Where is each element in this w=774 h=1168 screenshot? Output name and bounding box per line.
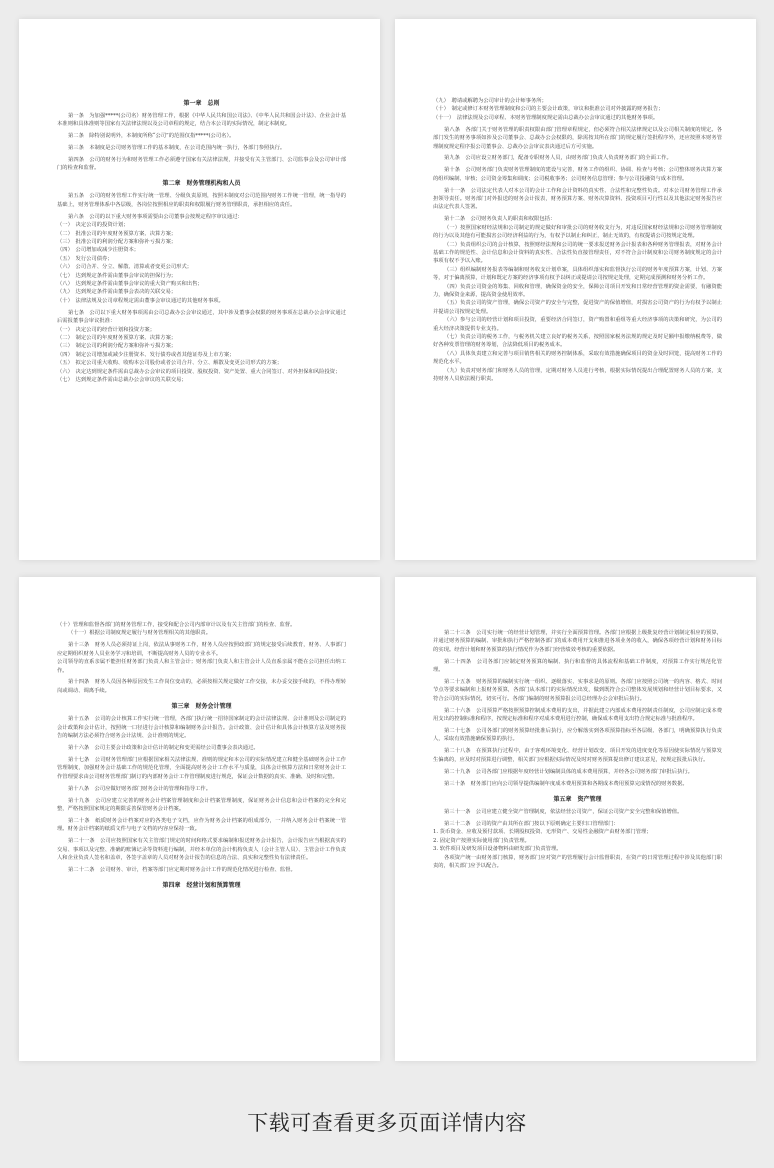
article-17: 第十七条 公司财务管理部门应根据国家相关法律法规、准则的规定和本公司的实际情况建立和健全基础财务会计工作管理制度，加强财务会计基础工作的规范化管理，全面提高财务会计工作水平与质量，具体会计核算方法和日常财务会计工作管理要求由公司财务管理部门制订的内部财务会计工作管理制度进行规范，保证会计数据的真实、准确、及时和完整。 xyxy=(57,756,346,780)
article-19: 第十九条 公司应建立完善的财务会计档案管理制度和会计档案管理制度，保证财务会计信息和会计档案的完全和完整，严格按照国家规定的期限妥善保管财务会计档案。 xyxy=(57,797,346,812)
list-item: （十一）根据公司制度规定履行与财务管理相关的其他职责。 xyxy=(68,630,212,637)
article-3: 第三条 本制度是公司财务管理工作的基本制度，在公司范围内统一执行，各部门参照执行。 xyxy=(68,144,286,151)
list-item: （五） 拟定公司重大收购、收购本公司股份或者公司合并、分立、解散及变更公司形式的方案； xyxy=(57,360,283,367)
list-item: （五）负责公司的资产管理，确保公司资产的安全与完整，促进资产的保值增值，对损害公司资产的行为有权予以制止并提请公司按规定处理。 xyxy=(433,300,722,315)
article-2: 第二条 除特别说明外，本制度所称“公司”的范围仅指*****(公司名）。 xyxy=(68,132,235,139)
document-page-2 xyxy=(395,19,756,560)
chapter-3-title: 第三章 财务会计管理 xyxy=(171,703,232,711)
list-item: 2. 固定资产按照实际使用部门负责管理。 xyxy=(433,837,530,844)
article-1: 第一条 为加强*****(公司名）财务管理工作，根据《中华人民共和国公司法》、《中华人民共和国会计法》、企业会计基本准则和具体准则等国家有关法律法规以及公司章程的规定，结合本公司的实际情况，制定本制度。 xyxy=(57,112,346,127)
paragraph: 公司领导的直系亲属不能担任财务部门负责人和主管会计；财务部门负责人和主管会计人员直系亲属不能在公司担任出纳工作。 xyxy=(57,659,346,674)
list-item: （十） 制定或修订本财务管理制度和公司的主要会计政策，审议和批准公司对外披露的财务报告； xyxy=(433,106,664,113)
article-18: 第十八条 公司应做好财务部门财务会计的管理和指导工作。 xyxy=(68,785,212,792)
list-item: （三）组织编制财务报表等编制和财务收支计划草案，具体组织落实和监督执行公司的财务年度预算方案，计划、方案等，对于偏离预算，计划和既定方案的经济事项有权予以纠正或提请公司按规定处理，定期完成预测和财务分析工作。 xyxy=(433,266,722,282)
list-item: （二） 制定公司的年度财务预算方案、决算方案； xyxy=(57,334,177,341)
list-item: （二）负责组织公司的会计核算，按照财经法规和公司的统一要求报送财务会计报表和各种财务管理报表，对财务会计基础工作的规范性、会计信息和会计资料的真实性、合法性负直接管理责任，对不符合会计制度和公司财务制度规定的会计事项有权不予以入账。 xyxy=(433,241,722,265)
article-15: 第十五条 公司的会计核算工作实行统一管理，各部门执行统一招待国家制定的会计法律法规、会计准则及公司制定的会计政策和会计估计，按照统一口径进行会计核算和编制财务会计报告。会计政策、会计估计和具体会计核算方法及财务报告的编制方法必须符合财务会计法规、会计准则的规定。 xyxy=(57,716,346,740)
chapter-1-title: 第一章 总则 xyxy=(183,100,220,107)
list-item: （六） 公司合并、分立、解散、清算或者变更公司形式； xyxy=(57,264,193,271)
list-item: （六）参与公司的经营计划和项目投资，重要经济合同签订，资产购置和重组等重大经济事项的决策和研究，为公司的重大经济决策提供专业支持。 xyxy=(433,317,722,332)
article-16: 第十六条 公司主要会计政策和会计估计的制定和变更需经公司董事会表决通过。 xyxy=(68,744,259,751)
article-26: 第二十六条 公司预算严格按照预算控制成本费用的支出，并据此建立内部成本费用控制责任制度，公司应制定成本费用支出的控制标准和程序，按规定标准和程序对成本费用进行控制，确保成本费用支出符合规定标准与批准程序。 xyxy=(433,707,722,723)
list-item: （一） 决定公司的经营计划和投资方案； xyxy=(57,326,155,333)
chapter-2-title: 第二章 财务管理机构和人员 xyxy=(162,180,241,188)
list-item: （四） 制定公司增加或减少注册资本、发行债券或者其他证券及上市方案； xyxy=(57,351,235,358)
article-21: 第二十一条 公司应按照国家有关主管部门规定的时间和格式要求编制和报送财务会计报告，会计报告应当根据真实的交易、事项以及完整、准确的账簿记录等资料进行编制，并经本单位的会计机构负责人（会计主管人员）、主管会计工作负责人和企业负责人签名和盖章，各签字盖章的人员对财务会计报告的信息的合法、真实和完整性负有法律责任。 xyxy=(57,838,346,861)
list-item: （一）按照国家财经法规和公司制定的规定做好和审批公司的财务收支行为，对违反国家财经法规和公司财务管理制度的行为以及其他有可能损害公司经济利益的行为，有权予以制止和纠正，制止无效的，有权提请公司按规定处理。 xyxy=(433,224,722,240)
article-22: 第二十二条 公司财务、审计，档案等部门应定期对财务会计工作的规范化情况进行检查、监督。 xyxy=(68,866,296,873)
list-item: （九） 达到规定条件需由董事会表决的关联交易； xyxy=(57,289,177,296)
list-item: （六） 决定达到规定条件需由总裁办公会审议的项目投资、股权投资、资产处置、重大合同签订、对外担保和风险投资； xyxy=(57,368,341,375)
article-10: 第十条 公司财务部门负责财务管理制度的建设与完善，财务工作的组织、协调、检查与考核；公司整体财务决算方案的组织编制、审核；公司资金筹集和调度；公司税收事务；公司财务信息管理；参与公司投融资与成本管理。 xyxy=(433,167,722,182)
article-13: 第十三条 财务人员必须持证上岗，依法从事财务工作，财务人员应按照政部门的规定接受后续教育，财务、人事部门应定期组织财务人员业务学习和培训，不断提高财务人员的专业水平。 xyxy=(57,642,346,657)
list-item: （八） 达到规定条件需由董事会审议的重大资产购买和出售； xyxy=(57,281,203,287)
list-item: （十）管理和监督各部门的财务管理工作，接受和配合公司内部审计以及有关主管部门的检查、监督。 xyxy=(57,622,296,628)
list-item: （十一） 法律法规及公司章程、本财务管理制度规定需由总裁办公会审议通过的其他财务事项。 xyxy=(433,114,659,121)
download-more-caption: 下载可查看更多页面详情内容 xyxy=(247,1111,527,1135)
document-page-3 xyxy=(19,577,380,1061)
article-4: 第四条 公司的财务行为和财务管理工作必须遵守国家有关法律法规，并接受有关主管部门、公司监事会及公司审计部门的检查和监督。 xyxy=(57,156,346,172)
list-item: （七）负责公司的税务工作，与税务机关建立良好的税务关系，按照国家税务法规的规定及时足额申报缴纳税费等，做好各种发票管理的财务筹划，合法降低项目的税务成本。 xyxy=(433,334,722,349)
list-item: （四） 公司增加或减少注册资本； xyxy=(57,247,140,254)
list-item: （三） 批准公司的利润分配方案和弥补亏损方案； xyxy=(57,238,177,245)
list-item: （一） 决定公司的投资计划； xyxy=(57,222,129,229)
list-item: 3. 软件项目及研发项目设备物料由研发部门负责管理。 xyxy=(433,846,562,853)
list-item: （十） 法律法规及公司章程规定需由董事会审议通过的其他财务事项。 xyxy=(57,297,224,304)
paragraph: 各项资产统一由财务部门核算，财务部门应对资产的管理履行会计监督职责，在资产的日常管理过程中涉及其他部门职责的，相关部门应予以配合。 xyxy=(433,854,722,869)
article-31: 第三十一条 公司应建立健全资产管理制度，依法经营公司资产，保证公司资产安全完整和保值增值。 xyxy=(444,809,683,815)
document-page-1 xyxy=(19,19,380,560)
document-page-4 xyxy=(395,577,756,1061)
article-30: 第三十条 财务部门应向公司领导提供编制年度成本费用预算和各期成本费用预算完成情况的财务数据。 xyxy=(444,780,688,787)
article-25: 第二十五条 财务预算的编制实行统一组织、逐级落实、实事求是的原则。各部门应按照公司统一的内容、格式、时间节点等要求编制和上报财务预算，各部门从本部门的实际情况出发，做到既符合公司整体发展规划和经营计划目标要求，又符合公司的实际情况，切实可行。各部门编制的财务预算报公司总经理办公会审批后执行。 xyxy=(433,679,722,702)
article-8: 第八条 各部门关于财务管理的职责权限由部门管理章程规定，但必须符合相关法律规定以及公司相关制度的规定。各部门发生的财务事项如涉及公司董事会、总裁办公会权限的，除需按其所在部门的规定履行签批程序外，还应按照本财务管理制度规定程序报公司董事会、总裁办公会审议表决通过后方可实施。 xyxy=(433,126,722,150)
list-item: （九）负责对财务部门和财务人员的管理，定期对财务人员进行考核，根据实际情况提出合理配置财务人员的方案，支持财务人员依法履行职责。 xyxy=(433,367,722,383)
list-item: （七） 达到规定条件需由董事会审议的担保行为； xyxy=(57,272,177,279)
list-item: （八）具体负责建立和完善与项目销售相关的财务控制体系，采取有效措施确保项目的资金及时回笼，提高财务工作的规范化水平。 xyxy=(433,350,722,366)
list-item: （四）负责公司资金的筹集、回收和管理，确保资金的安全，保障公司项目开发和日常经营管理的资金需要，有融资能力，确保资金来源，提高资金使用效率。 xyxy=(433,283,722,299)
list-item: 1. 货币资金、应收及预付款项、长期股权投资、无形资产、交易性金融资产由财务部门管理； xyxy=(433,829,652,836)
article-11: 第十一条 公司法定代表人对本公司的会计工作和会计资料的真实性、合法性和完整性负责。对本公司财务管理工作承担领导责任。财务部门对外报送的财务会计报表，财务预算方案、财务决算资料、投资项目可行性以及其他法定财务报告应由法定代表人签署。 xyxy=(433,187,722,211)
list-item: （二） 批准公司的年度财务预算方案、决算方案； xyxy=(57,230,177,237)
list-item: （五） 发行公司债券； xyxy=(57,255,113,262)
chapter-5-title: 第五章 资产管理 xyxy=(553,796,602,803)
article-5: 第五条 公司的财务管理工作实行统一管理、分级负责原则，按照本制度对公司范围内财务工作统一管理，统一指导的基础上，财务管理体系中各层级，各岗位按照相应的职责和权限履行财务管理职责，承担相应的责任。 xyxy=(57,193,346,208)
article-14: 第十四条 财务人员因各种原因发生工作岗位变动的，必须按相关规定做好工作交接，未办妥交接手续的，不得办理转岗或调动、调离手续。 xyxy=(57,679,346,694)
article-24: 第二十四条 公司各部门应制定财务预算的编制、执行和监督的具体流程和基础工作制度，对预算工作实行规范化管理。 xyxy=(433,658,722,674)
article-27: 第二十七条 公司各部门的财务预算经批准后执行，应分解落实到各项预算指标至各层级、各部门，明确预算执行负责人，采取有效措施确保预算的执行。 xyxy=(433,728,722,743)
article-23: 第二十三条 公司实行统一的经营计划管理，并实行全面预算管理。各部门应根据上级批复经营计划制定相应的预算，并通过财务预算的编制、审批和执行严格控制各部门的成本费用开支和推进各项业务的收入，确保各项经营计划和财务目标的实现。经营计划和财务预算的执行情况作为各部门经营绩效考核的重要依据。 xyxy=(433,630,722,653)
article-6: 第六条 公司的以下重大财务事项需要由公司董事会按规定程序审议通过： xyxy=(68,213,243,220)
list-item: （九） 聘请或解聘为公司审计的会计师事务所； xyxy=(433,98,547,104)
article-9: 第九条 公司应设立财务部门，配备专职财务人员，由财务部门负责人负责财务部门的全面工作。 xyxy=(444,155,672,162)
article-12: 第十二条 公司财务负责人的职责和权限包括： xyxy=(444,216,556,223)
article-7: 第七条 公司以下重大财务事项需由公司总裁办公会审议通过，其中涉及董事会权限的财务事项在总裁办公会审议通过后需报董事会审议批准： xyxy=(57,309,346,325)
article-28: 第二十八条 在预算执行过程中，由于客观环境变化、经营计划改变、项目开发的进度变化等原因使实际情况与预算发生偏离的，应及时对预算进行调整，相关部门应根据实际情况及时对财务预算提出修订建议意见，按规定报批后执行。 xyxy=(433,748,722,763)
list-item: （七） 达到规定条件需由总裁办公会审议的关联交易； xyxy=(57,376,187,383)
list-item: （三） 制定公司的利润分配方案和弥补亏损方案； xyxy=(57,343,177,350)
article-32: 第三十二条 公司的资产由其所在部门按以下原则确定主要归口管理部门： xyxy=(444,820,619,827)
chapter-4-title: 第四章 经营计划和预算管理 xyxy=(162,882,241,890)
article-20: 第二十条 纸质财务会计档案对应的各类电子文档，应作为财务会计档案的组成部分，一并纳入财务会计档案统一管理。财务会计档案的纸质文件与电子文档的内容应保持一致。 xyxy=(57,817,346,833)
article-29: 第二十九条 公司各部门应根据年度经营计划编制具体的成本费用预算，并经各公司财务部门审批后执行。 xyxy=(444,768,693,775)
